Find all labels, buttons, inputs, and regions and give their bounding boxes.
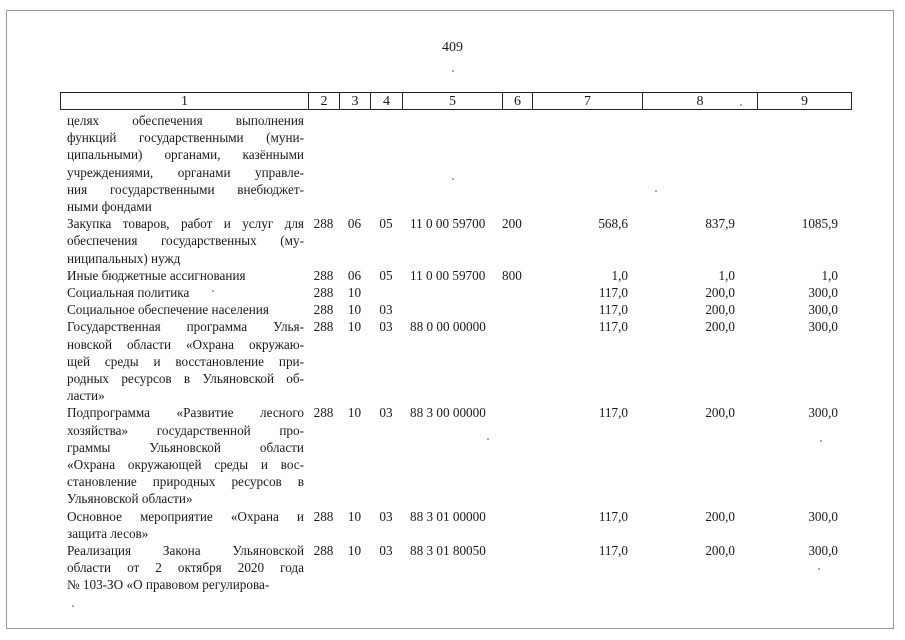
- amount-col-8: 200,0: [705, 543, 735, 559]
- description-line: щей среды и восстановление при-: [67, 353, 304, 369]
- amount-col-7: [532, 112, 642, 215]
- description-line: обеспечения государственных (му-: [67, 233, 304, 249]
- subsection-code: 03: [379, 508, 393, 524]
- description-line: родных ресурсов в Ульяновской об-: [67, 371, 304, 387]
- amount-col-8: 837,9: [705, 216, 735, 232]
- header-col-4: 4: [371, 93, 403, 109]
- expense-type-code: [502, 404, 532, 507]
- amount-col-9: 300,0: [808, 319, 838, 335]
- amount-col-8: [642, 112, 757, 215]
- table-row: [60, 542, 850, 594]
- description-line: хозяйства» государственной про-: [67, 422, 304, 438]
- description-line: Реализация Закона Ульяновской: [67, 543, 304, 559]
- description-line: граммы Ульяновской области: [67, 439, 304, 455]
- amount-col-7: 117,0: [598, 302, 628, 318]
- expense-type-code: [502, 284, 532, 301]
- subsection-code: 05: [379, 216, 393, 232]
- section-code: 06: [347, 267, 362, 283]
- description-line: новской области «Охрана окружаю-: [67, 336, 304, 352]
- table-row: [60, 284, 850, 301]
- row-description: [60, 112, 308, 215]
- target-article-code: [402, 112, 502, 215]
- target-article-code: 11 0 00 59700: [410, 267, 486, 283]
- table-row: [60, 215, 850, 267]
- header-col-5: 5: [403, 93, 503, 109]
- scan-speck: [818, 568, 820, 570]
- amount-col-8: 200,0: [705, 319, 735, 335]
- subsection-code: 03: [379, 319, 393, 335]
- section-code: [339, 112, 370, 215]
- description-line: становление природных ресурсов в: [67, 474, 304, 490]
- description-line: области от 2 октября 2020 года: [67, 560, 304, 576]
- amount-col-7: 117,0: [598, 285, 628, 301]
- description-line: Социальная политика: [67, 285, 190, 301]
- header-col-6: 6: [503, 93, 533, 109]
- description-line: защита лесов»: [67, 525, 149, 541]
- row-description: [60, 542, 308, 594]
- subsection-code: [370, 284, 402, 301]
- chapter-code: 288: [313, 508, 334, 524]
- amount-col-8: 1,0: [718, 267, 735, 283]
- subsection-code: 03: [379, 302, 393, 318]
- description-line: Ульяновской области»: [67, 491, 193, 507]
- description-line: ния государственными внебюджет-: [67, 181, 304, 197]
- amount-col-7: 568,6: [598, 216, 628, 232]
- chapter-code: 288: [313, 405, 334, 421]
- amount-col-9: 300,0: [808, 285, 838, 301]
- scan-speck: [212, 290, 214, 292]
- amount-col-7: 117,0: [598, 319, 628, 335]
- header-col-3: 3: [340, 93, 371, 109]
- table-body: [60, 112, 850, 594]
- subsection-code: 03: [379, 405, 393, 421]
- description-line: функций государственными (муни-: [67, 130, 304, 146]
- scan-speck: [740, 104, 742, 106]
- table-row: [60, 508, 850, 542]
- row-description: [60, 404, 308, 507]
- target-article-code: [402, 301, 502, 318]
- subsection-code: 03: [379, 543, 393, 559]
- amount-col-9: 300,0: [808, 508, 838, 524]
- row-description: [60, 267, 308, 284]
- section-code: 10: [347, 285, 362, 301]
- target-article-code: [402, 284, 502, 301]
- section-code: 10: [347, 508, 362, 524]
- target-article-code: 88 0 00 00000: [410, 319, 486, 335]
- amount-col-8: 200,0: [705, 508, 735, 524]
- description-line: ласти»: [67, 388, 105, 404]
- chapter-code: 288: [313, 285, 334, 301]
- scan-speck: [487, 438, 489, 440]
- header-col-1: 1: [61, 93, 309, 109]
- scan-speck: [820, 440, 822, 442]
- amount-col-9: 300,0: [808, 302, 838, 318]
- expense-type-code: [502, 301, 532, 318]
- row-description: [60, 215, 308, 267]
- amount-col-7: 117,0: [598, 508, 628, 524]
- header-col-9: 9: [801, 94, 808, 109]
- scan-speck: [655, 190, 657, 192]
- amount-col-8: 200,0: [705, 405, 735, 421]
- table-row: [60, 112, 850, 215]
- description-line: ниципальных) нужд: [67, 250, 181, 266]
- amount-col-9: 1,0: [821, 267, 838, 283]
- expense-type-code: [502, 318, 532, 404]
- section-code: 10: [347, 319, 362, 335]
- description-line: ными фондами: [67, 199, 152, 215]
- target-article-code: 88 3 01 80050: [410, 543, 486, 559]
- table-row: [60, 301, 850, 318]
- section-code: 10: [347, 302, 362, 318]
- page-number: 409: [442, 40, 463, 55]
- subsection-code: [370, 112, 402, 215]
- section-code: 06: [347, 216, 362, 232]
- row-description: [60, 301, 308, 318]
- table-row: [60, 404, 850, 507]
- amount-col-8: 200,0: [705, 285, 735, 301]
- expense-type-code: [502, 542, 532, 594]
- expense-type-code: 800: [502, 267, 522, 283]
- target-article-code: 88 3 00 00000: [410, 405, 486, 421]
- description-line: «Охрана окружающей среды и вос-: [67, 457, 304, 473]
- amount-col-7: 117,0: [598, 543, 628, 559]
- section-code: 10: [347, 543, 362, 559]
- description-line: Основное мероприятие «Охрана и: [67, 508, 304, 524]
- row-description: [60, 284, 308, 301]
- expense-type-code: [502, 508, 532, 542]
- chapter-code: 288: [313, 319, 334, 335]
- chapter-code: 288: [313, 267, 334, 283]
- row-description: [60, 318, 308, 404]
- description-line: ципальными) органами, казёнными: [67, 147, 304, 163]
- amount-col-7: 117,0: [598, 405, 628, 421]
- description-line: Иные бюджетные ассигнования: [67, 267, 246, 283]
- description-line: № 103-ЗО «О правовом регулирова-: [67, 577, 270, 593]
- chapter-code: 288: [313, 302, 334, 318]
- row-description: [60, 508, 308, 542]
- scan-speck: [452, 178, 454, 180]
- amount-col-8: 200,0: [705, 302, 735, 318]
- header-col-8: 8: [643, 93, 758, 109]
- header-col-2: 2: [309, 93, 340, 109]
- table-row: [60, 318, 850, 404]
- chapter-code: [308, 112, 339, 215]
- table-row: [60, 267, 850, 284]
- description-line: Государственная программа Улья-: [67, 319, 304, 335]
- expense-type-code: 200: [502, 216, 522, 232]
- description-line: Подпрограмма «Развитие лесного: [67, 405, 304, 421]
- amount-col-9: 300,0: [808, 405, 838, 421]
- target-article-code: 11 0 00 59700: [410, 216, 486, 232]
- description-line: учреждениями, органами управле-: [67, 164, 304, 180]
- target-article-code: 88 3 01 00000: [410, 508, 486, 524]
- scan-speck: [452, 70, 454, 72]
- amount-col-9: [757, 112, 850, 215]
- amount-col-7: 1,0: [611, 267, 628, 283]
- header-col-7: 7: [533, 93, 643, 109]
- scan-speck: [72, 605, 74, 607]
- section-code: 10: [347, 405, 362, 421]
- table-header: [60, 92, 852, 110]
- amount-col-9: 1085,9: [801, 216, 838, 232]
- chapter-code: 288: [313, 543, 334, 559]
- description-line: Закупка товаров, работ и услуг для: [67, 216, 304, 232]
- amount-col-9: 300,0: [808, 543, 838, 559]
- description-line: Социальное обеспечение населения: [67, 302, 269, 318]
- expense-type-code: [502, 112, 532, 215]
- subsection-code: 05: [379, 267, 393, 283]
- description-line: целях обеспечения выполнения: [67, 113, 304, 128]
- chapter-code: 288: [313, 216, 334, 232]
